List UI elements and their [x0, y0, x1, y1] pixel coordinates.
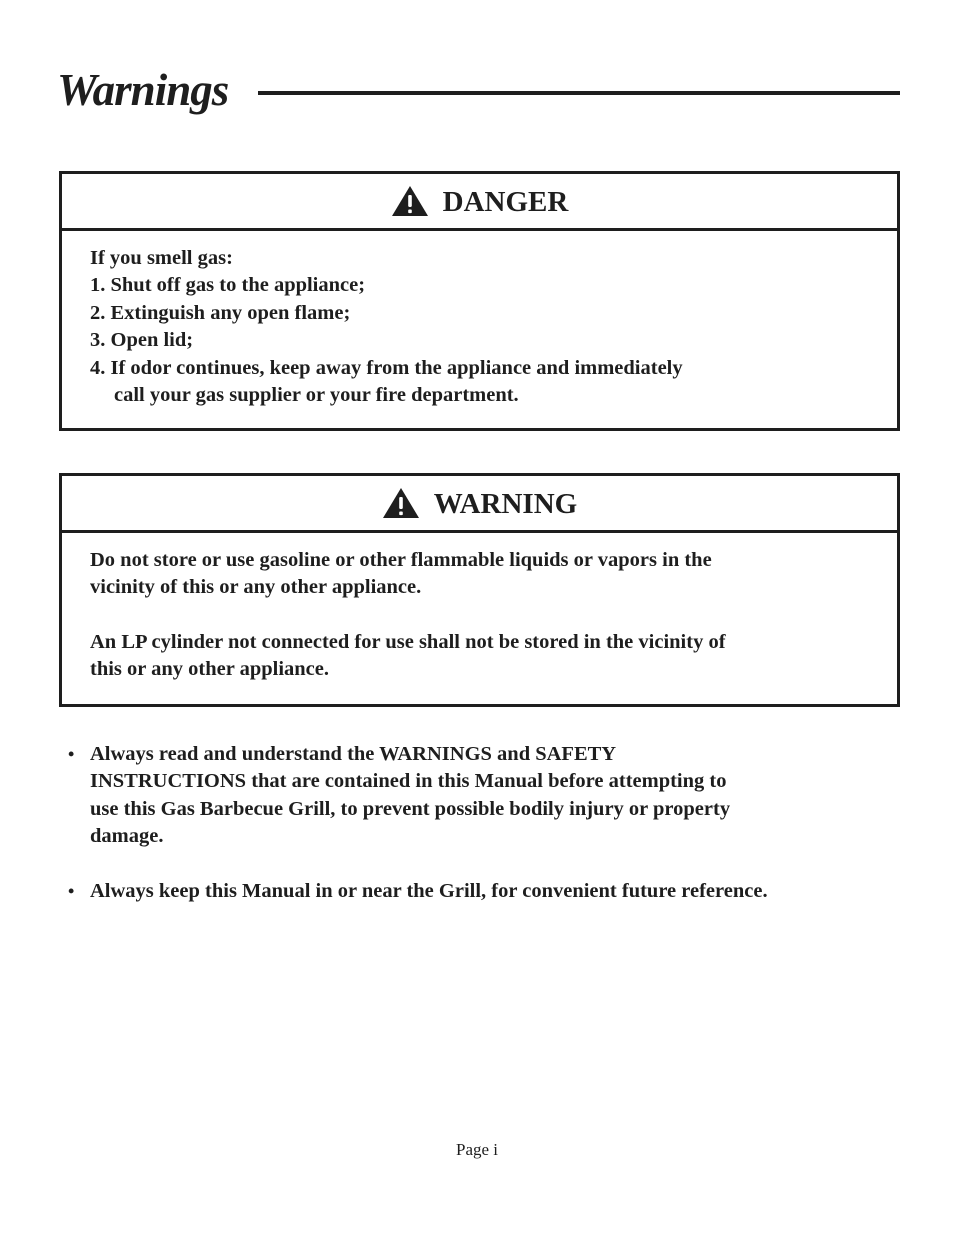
bullet-item — [68, 741, 898, 851]
bullet-text — [90, 741, 730, 851]
warning-box — [59, 473, 900, 707]
danger-body — [62, 231, 897, 409]
title-rule — [258, 91, 900, 95]
bullet-line: INSTRUCTIONS that are contained in this Manual before attempting to — [90, 770, 727, 793]
page-number: Page i — [455, 1140, 499, 1159]
warning-header — [62, 476, 897, 533]
warning-heading: WARNING — [433, 488, 578, 520]
warning-body — [62, 533, 897, 684]
warning-line: An LP cylinder not connected for use shall not be stored in the vicinity of — [90, 630, 726, 653]
danger-box — [59, 171, 900, 431]
bullet-line: damage. — [90, 825, 164, 848]
bullet-list — [68, 741, 898, 905]
warning-triangle-icon — [382, 487, 420, 519]
danger-line: 2. Extinguish any open flame; — [90, 301, 351, 324]
warning-paragraph — [90, 629, 869, 684]
danger-line: 3. Open lid; — [90, 329, 194, 352]
danger-line: call your gas supplier or your fire department. — [114, 384, 519, 407]
danger-line: If you smell gas: — [90, 247, 233, 269]
warning-paragraph — [90, 547, 869, 602]
bullet-icon: • — [68, 744, 75, 764]
bullet-line: Always keep this Manual in or near the Grill, for convenient future reference. — [90, 879, 768, 902]
danger-line: 1. Shut off gas to the appliance; — [90, 274, 366, 297]
page-title: Warnings — [57, 65, 229, 115]
warning-line: this or any other appliance. — [90, 658, 330, 681]
bullet-text — [90, 878, 768, 905]
danger-header — [62, 174, 897, 231]
bullet-item — [68, 878, 898, 905]
warning-line: Do not store or use gasoline or other flammable liquids or vapors in the — [90, 549, 712, 571]
warning-line: vicinity of this or any other appliance. — [90, 576, 422, 599]
warning-triangle-icon — [391, 185, 429, 217]
bullet-line: Always read and understand the WARNINGS and SAFETY — [90, 743, 617, 765]
title-row — [57, 62, 900, 118]
bullet-line: use this Gas Barbecue Grill, to prevent possible bodily injury or property — [90, 797, 731, 820]
bullet-icon: • — [68, 880, 75, 901]
danger-line: 4. If odor continues, keep away from the appliance and immediately — [90, 356, 683, 379]
danger-heading: DANGER — [442, 186, 569, 218]
